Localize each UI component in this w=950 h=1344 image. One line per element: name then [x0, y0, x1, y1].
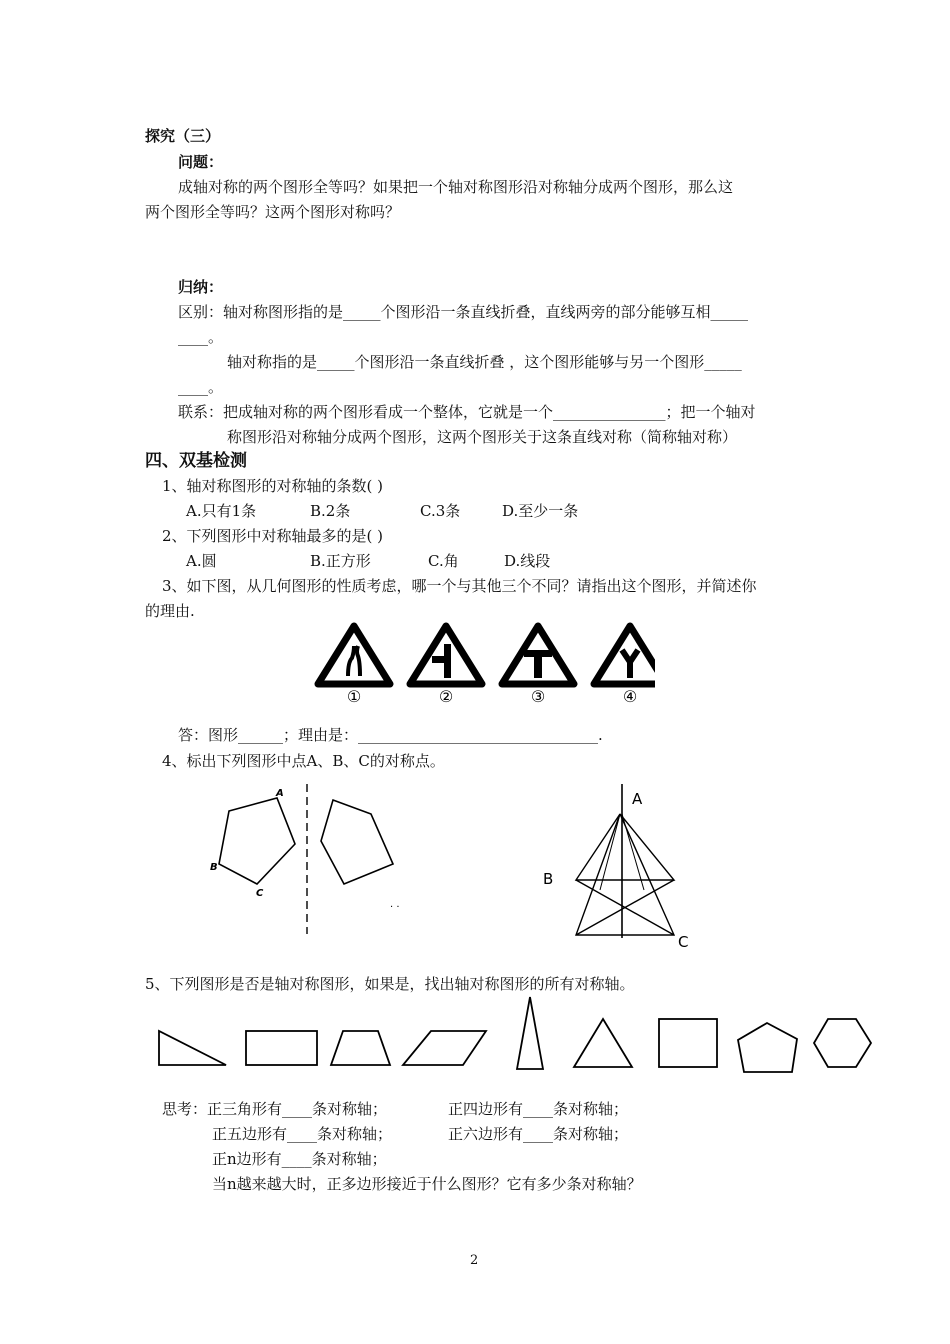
question-line-2: 两个图形全等吗？这两个图形对称吗？ [145, 203, 401, 221]
question-line-1: 成轴对称的两个图形全等吗？如果把一个轴对称图形沿对称轴分成两个图形，那么这 [178, 178, 734, 196]
triangle-symmetry-figure [540, 780, 700, 950]
q5-text: 5、下列图形是否是轴对称图形，如果是，找出轴对称图形的所有对称轴。 [145, 975, 635, 993]
link-line-1: 联系：把成轴对称的两个图形看成一个整体，它就是一个_______________；把一个轴对 [178, 403, 756, 421]
sign-label-4: ④ [622, 687, 638, 706]
think-line-2b: 正六边形有____条对称轴； [448, 1125, 629, 1143]
diff-line-4: ____。 [178, 378, 224, 396]
think-line-2a: 正五边形有____条对称轴； [212, 1125, 393, 1143]
summary-label: 归纳： [178, 278, 224, 296]
think-line-4: 当n越来越大时，正多边形接近于什么图形？它有多少条对称轴？ [212, 1175, 642, 1193]
square [659, 1019, 717, 1067]
q1-option-a: A.只有1条 [186, 502, 257, 520]
q1-text: 1、轴对称图形的对称轴的条数( ) [162, 477, 384, 495]
q2-option-c: C.角 [428, 552, 459, 570]
diff-line-3: 轴对称指的是_____个图形沿一条直线折叠 ，这个图形能够与另一个图形_____ [227, 353, 742, 371]
link-line-2: 称图形沿对称轴分成两个图形，这两个图形关于这条直线对称（简称轴对称） [227, 428, 738, 446]
right-label-c: C [678, 933, 689, 950]
left-label-b: B [210, 862, 218, 873]
pentagon-symmetry-figure [200, 778, 410, 938]
think-line-1a: 思考：正三角形有____条对称轴； [162, 1100, 388, 1118]
q2-option-a: A.圆 [186, 552, 217, 570]
pentagon-right [321, 800, 393, 884]
road-sign-3 [502, 626, 574, 684]
rectangle [246, 1031, 317, 1065]
think-line-3: 正n边形有____条对称轴； [212, 1150, 387, 1168]
q2-text: 2、下列图形中对称轴最多的是( ) [162, 527, 384, 545]
road-sign-1 [318, 626, 390, 684]
q1-option-d: D.至少一条 [502, 502, 579, 520]
sign-label-1: ① [346, 687, 362, 706]
q3-answer: 答：图形______；理由是：________________________________. [178, 726, 603, 744]
equilateral-triangle [574, 1019, 632, 1067]
q1-option-b: B.2条 [310, 502, 351, 520]
triangle-lower [576, 814, 674, 935]
road-sign-4 [594, 626, 655, 684]
q4-text: 4、标出下列图形中点A、B、C的对称点。 [162, 752, 445, 770]
stray-mark: · · [390, 902, 400, 913]
think-line-1b: 正四边形有____条对称轴； [448, 1100, 629, 1118]
page-number: 2 [470, 1253, 479, 1268]
road-signs-figure [310, 622, 655, 706]
parallelogram [403, 1031, 486, 1065]
left-label-c: C [256, 888, 264, 899]
trapezoid [331, 1031, 390, 1065]
section4-title: 四、双基检测 [145, 451, 247, 471]
regular-pentagon [738, 1023, 797, 1072]
section3-title: 探究（三） [145, 127, 221, 145]
shapes-row-figure [150, 995, 880, 1079]
q1-option-c: C.3条 [420, 502, 461, 520]
road-sign-2 [410, 626, 482, 684]
pentagon-left [219, 798, 295, 884]
sign-label-2: ② [438, 687, 454, 706]
q2-option-d: D.线段 [504, 552, 551, 570]
q3-line-2: 的理由. [145, 602, 195, 620]
left-label-a: A [276, 788, 284, 799]
q2-option-b: B.正方形 [310, 552, 371, 570]
sign-label-3: ③ [530, 687, 546, 706]
isosceles-triangle [517, 997, 543, 1069]
right-triangle [159, 1031, 226, 1065]
question-label: 问题： [178, 153, 224, 171]
regular-hexagon [814, 1019, 871, 1067]
right-label-a: A [632, 790, 643, 808]
diff-line-1: 区别：轴对称图形指的是_____个图形沿一条直线折叠，直线两旁的部分能够互相_____ [178, 303, 749, 321]
diff-line-2: ____。 [178, 328, 224, 346]
q3-line-1: 3、如下图，从几何图形的性质考虑，哪一个与其他三个不同？请指出这个图形，并简述你 [162, 577, 757, 595]
right-label-b: B [543, 870, 554, 888]
